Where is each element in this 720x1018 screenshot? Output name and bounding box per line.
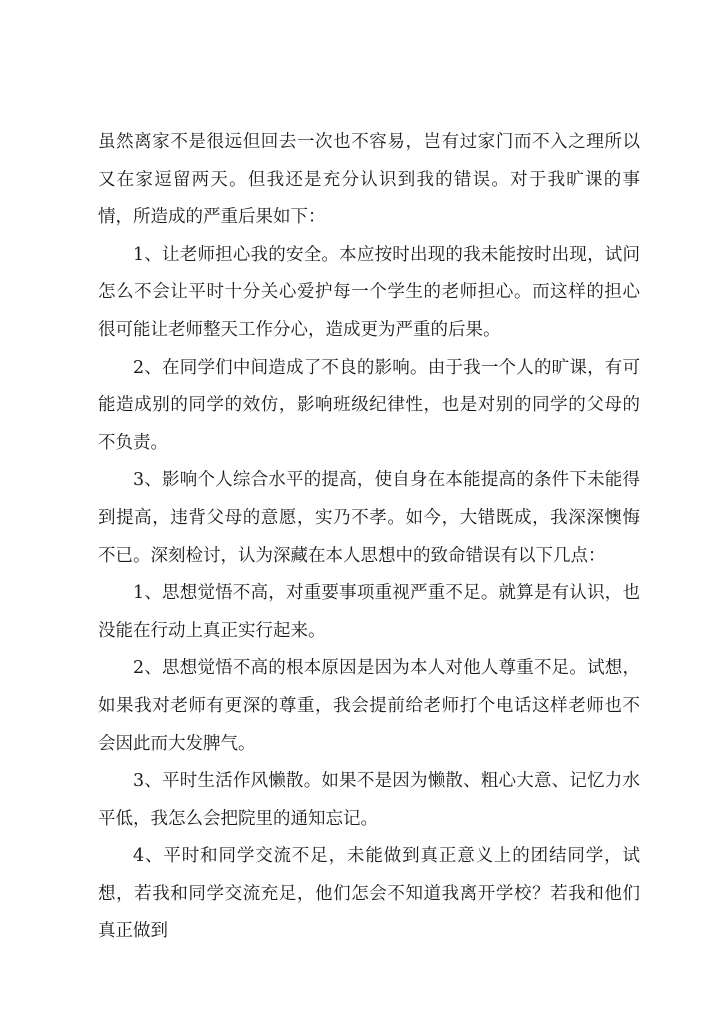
paragraph-consequence-3: 3、影响个人综合水平的提高，使自身在本能提高的条件下未能得到提高，违背父母的意愿，实乃不孝。如今，大错既成，我深深懊悔不已。深刻检讨，认为深藏在本人思想中的致命错误有以下几点：	[98, 470, 640, 566]
document-body	[98, 124, 640, 951]
paragraph-error-4: 4、平时和同学交流不足，未能做到真正意义上的团结同学，试想，若我和同学交流充足，他们怎会不知道我离开学校？若我和他们真正做到	[98, 846, 640, 942]
paragraph-intro: 虽然离家不是很远但回去一次也不容易，岂有过家门而不入之理所以又在家逗留两天。但我还是充分认识到我的错误。对于我旷课的事情，所造成的严重后果如下：	[98, 132, 640, 228]
paragraph-consequence-2: 2、在同学们中间造成了不良的影响。由于我一个人的旷课，有可能造成别的同学的效仿，影响班级纪律性，也是对别的同学的父母的不负责。	[98, 357, 640, 453]
paragraph-error-1: 1、思想觉悟不高，对重要事项重视严重不足。就算是有认识，也没能在行动上真正实行起来。	[98, 583, 640, 641]
paragraph-error-2: 2、思想觉悟不高的根本原因是因为本人对他人尊重不足。试想，如果我对老师有更深的尊重，我会提前给老师打个电话这样老师也不会因此而大发脾气。	[98, 658, 640, 754]
paragraph-error-3: 3、平时生活作风懒散。如果不是因为懒散、粗心大意、记忆力水平低，我怎么会把院里的通知忘记。	[98, 771, 640, 829]
paragraph-consequence-1: 1、让老师担心我的安全。本应按时出现的我未能按时出现，试问怎么不会让平时十分关心爱护每一个学生的老师担心。而这样的担心很可能让老师整天工作分心，造成更为严重的后果。	[98, 244, 640, 340]
